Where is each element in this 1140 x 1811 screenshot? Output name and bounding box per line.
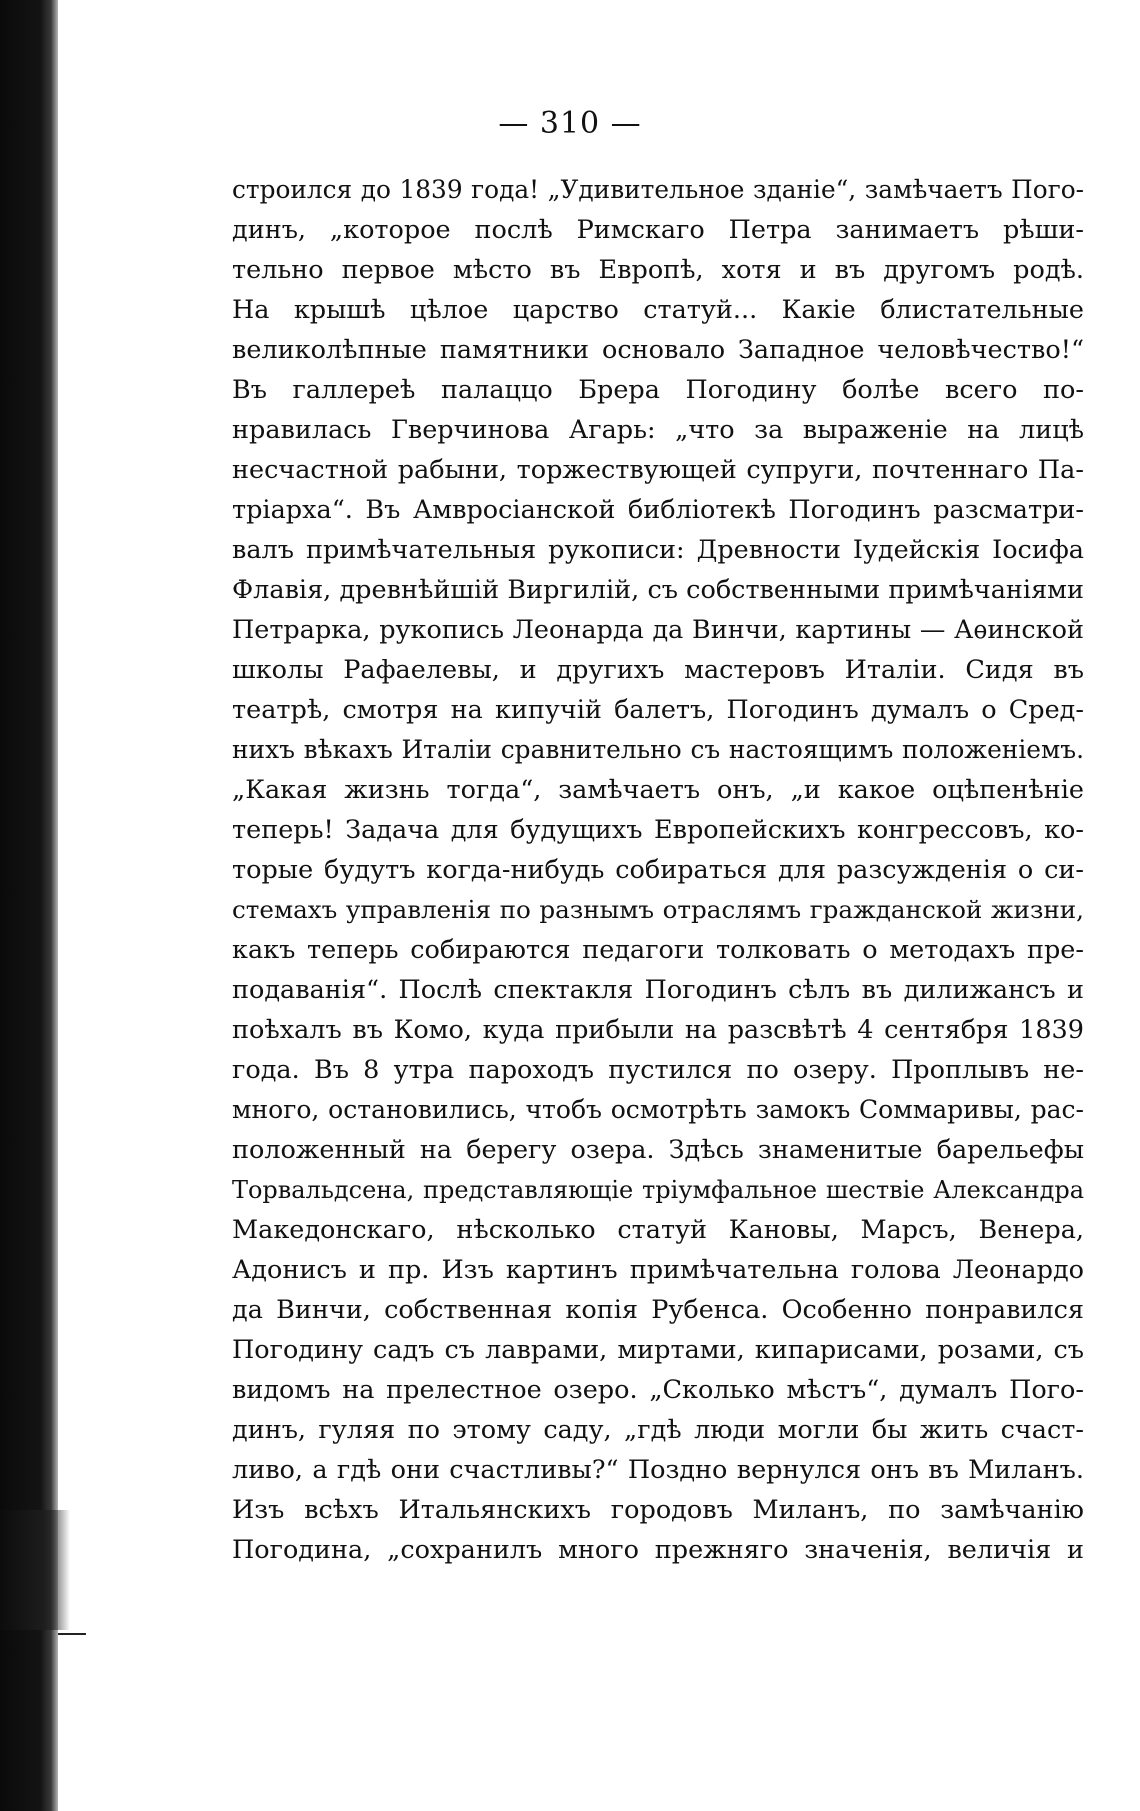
text-line: нравилась Гверчинова Агарь: „что за выраженіе на лицѣ xyxy=(232,415,1084,445)
text-line: стемахъ управленія по разнымъ отраслямъ гражданской жизни, xyxy=(232,895,1084,924)
text-line: школы Рафаелевы, и другихъ мастеровъ Италіи. Сидя въ xyxy=(232,655,1084,685)
text-line: да Винчи, собственная копія Рубенса. Особенно понравился xyxy=(232,1295,1084,1325)
binding-shadow xyxy=(0,1510,70,1630)
text-line: динъ, „которое послѣ Римскаго Петра занимаетъ рѣши- xyxy=(232,215,1084,245)
text-line: Адонисъ и пр. Изъ картинъ примѣчательна голова Леонардо xyxy=(232,1255,1084,1285)
text-line: Торвальдсена, представляющіе тріумфальное шествіе Александра xyxy=(232,1176,1084,1204)
text-line: „Какая жизнь тогда“, замѣчаетъ онъ, „и какое оцѣпенѣніе xyxy=(232,775,1084,805)
text-line: видомъ на прелестное озеро. „Сколько мѣстъ“, думалъ Пого- xyxy=(232,1375,1084,1405)
text-line: тріарха“. Въ Амвросіанской библіотекѣ Погодинъ разсматри- xyxy=(232,495,1084,525)
text-line: тельно первое мѣсто въ Европѣ, хотя и въ другомъ родѣ. xyxy=(232,255,1084,285)
text-line: торые будутъ когда-нибудь собираться для разсужденія о си- xyxy=(232,855,1084,885)
text-line: Петрарка, рукопись Леонарда да Винчи, картины — Аѳинской xyxy=(232,615,1084,645)
text-line: валъ примѣчательныя рукописи: Древности Іудейскія Іосифа xyxy=(232,535,1084,565)
text-line: ливо, а гдѣ они счастливы?“ Поздно вернулся онъ въ Миланъ. xyxy=(232,1455,1084,1485)
text-line: какъ теперь собираются педагоги толковать о методахъ пре- xyxy=(232,935,1084,965)
margin-mark xyxy=(58,1633,86,1635)
text-line: несчастной рабыни, торжествующей супруги, почтеннаго Па- xyxy=(232,455,1084,485)
page-number: — 310 — xyxy=(498,106,642,141)
text-line: Македонскаго, нѣсколько статуй Кановы, Марсъ, Венера, xyxy=(232,1215,1084,1245)
text-line: великолѣпные памятники основало Западное человѣчество!“ xyxy=(232,335,1084,365)
text-line: строился до 1839 года! „Удивительное зданіе“, замѣчаетъ Пого- xyxy=(232,175,1084,204)
text-line: положенный на берегу озера. Здѣсь знаменитые барельефы xyxy=(232,1135,1084,1165)
text-line: много, остановились, чтобъ осмотрѣть замокъ Соммаривы, рас- xyxy=(232,1095,1084,1124)
text-line: Въ галлереѣ палаццо Брера Погодину болѣе всего по- xyxy=(232,375,1084,405)
text-line: подаванія“. Послѣ спектакля Погодинъ сѣлъ въ дилижансъ и xyxy=(232,975,1084,1005)
text-line: Флавія, древнѣйшій Виргилій, съ собственными примѣчаніями xyxy=(232,575,1084,605)
text-line: На крышѣ цѣлое царство статуй... Какіе блистательные xyxy=(232,295,1084,325)
text-line: Погодину садъ съ лаврами, миртами, кипарисами, розами, съ xyxy=(232,1335,1084,1365)
body-text xyxy=(232,170,1084,1570)
text-line: театрѣ, смотря на кипучій балетъ, Погодинъ думалъ о Сред- xyxy=(232,695,1084,725)
text-line: Погодина, „сохранилъ много прежняго значенія, величія и xyxy=(232,1535,1084,1565)
text-line: нихъ вѣкахъ Италіи сравнительно съ настоящимъ положеніемъ. xyxy=(232,735,1084,764)
text-line: года. Въ 8 утра пароходъ пустился по озеру. Проплывъ не- xyxy=(232,1055,1084,1085)
text-line: теперь! Задача для будущихъ Европейскихъ конгрессовъ, ко- xyxy=(232,815,1084,845)
text-line: Изъ всѣхъ Итальянскихъ городовъ Миланъ, по замѣчанію xyxy=(232,1495,1084,1525)
text-line: поѣхалъ въ Комо, куда прибыли на разсвѣтѣ 4 сентября 1839 xyxy=(232,1015,1084,1045)
text-line: динъ, гуляя по этому саду, „гдѣ люди могли бы жить счаст- xyxy=(232,1415,1084,1445)
